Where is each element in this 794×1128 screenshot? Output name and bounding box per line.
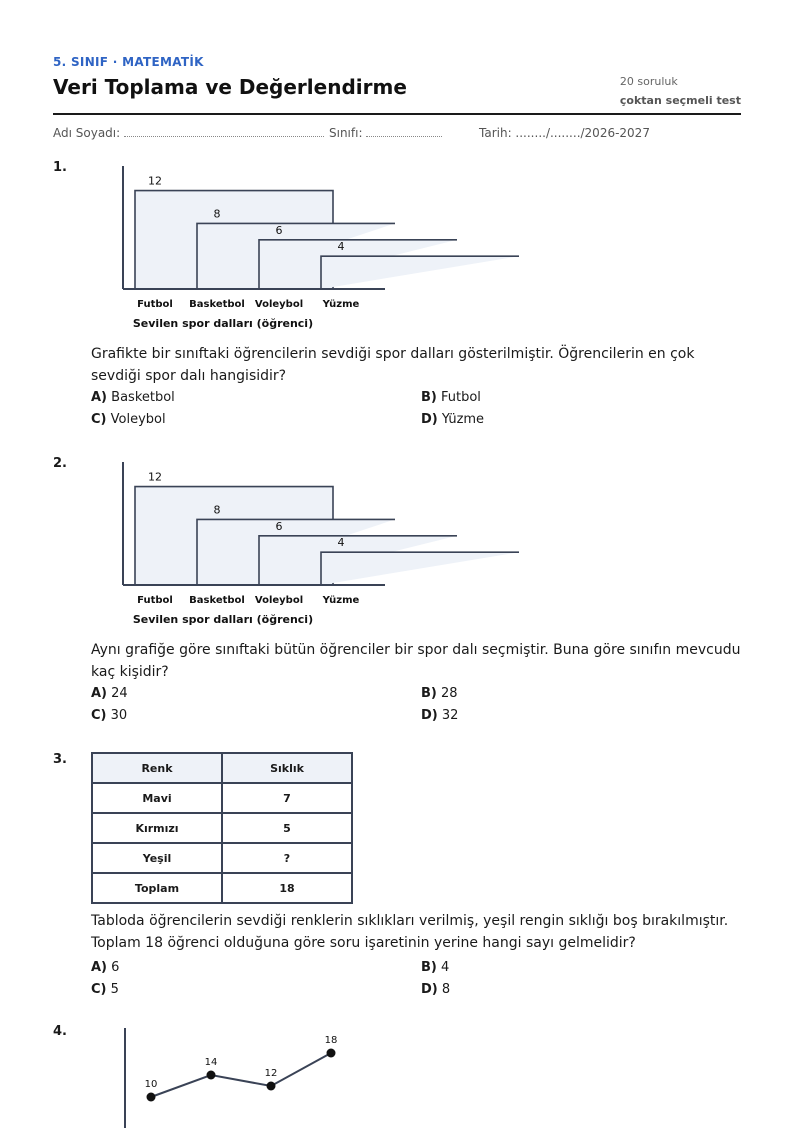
option-d[interactable]: D) Yüzme [421,412,485,427]
line-chart [123,1028,383,1128]
table-header-row [92,753,352,783]
data-label: 6 [275,519,283,533]
data-label: 18 [324,1035,338,1046]
question-number: 1. [53,160,67,175]
table-cell: Yeşil [92,843,222,873]
class-blank[interactable] [366,127,442,137]
x-axis-label: Sevilen spor dalları (öğrenci) [132,613,314,626]
question-count: 20 soruluk [619,75,678,88]
table-header-cell: Renk [92,753,222,783]
data-label: 6 [275,223,283,237]
table-cell: Kırmızı [92,813,222,843]
data-label: 8 [213,503,221,517]
tick-label: Basketbol [189,299,245,310]
name-blank[interactable] [124,127,324,137]
sports-bar-chart-1 [121,164,461,340]
tick-label: Yüzme [322,299,360,310]
table-cell: 5 [222,813,352,843]
data-label: 12 [148,470,162,484]
bar [321,552,519,585]
bar [321,256,519,289]
series-line [151,1053,331,1097]
worksheet-header [53,55,741,115]
table-cell: ? [222,843,352,873]
student-info-row [53,126,741,146]
option-a[interactable]: A) 6 [91,960,120,975]
option-a[interactable]: A) 24 [91,686,128,701]
data-label: 10 [144,1079,158,1090]
data-point [147,1093,156,1102]
table-cell: 7 [222,783,352,813]
question-number: 3. [53,752,67,767]
grade-label: 5. SINIF · MATEMATİK [53,55,204,69]
tick-label: Yüzme [322,595,360,606]
test-meta [620,72,741,110]
tick-label: Basketbol [189,595,245,606]
data-point [207,1071,216,1080]
tick-label: Voleybol [254,299,304,310]
test-type: çoktan seçmeli test [619,94,741,107]
option-d[interactable]: D) 32 [421,708,459,723]
x-axis-label: Sevilen spor dalları (öğrenci) [132,317,314,330]
table-header-cell: Sıklık [222,753,352,783]
table-row [92,783,352,813]
question-text: Grafikte bir sınıftaki öğrencilerin sevdiği spor dalları gösterilmiştir. Öğrencilerin en çok sevdiği spor dalı hangisidir? [91,346,695,384]
table-cell: 18 [222,873,352,903]
table-cell: Toplam [92,873,222,903]
option-d[interactable]: D) 8 [421,982,451,997]
data-label: 14 [204,1057,218,1068]
option-c[interactable]: C) 5 [91,982,119,997]
date-field[interactable]: Tarih: ......../......../2026-2027 [479,126,650,140]
data-point [327,1049,336,1058]
tick-label: Futbol [137,595,173,606]
table-row [92,843,352,873]
sports-bar-chart-2 [121,460,461,636]
frequency-table [91,752,353,904]
option-b[interactable]: B) 28 [421,686,458,701]
tick-label: Futbol [137,299,173,310]
table-cell: Mavi [92,783,222,813]
name-label: Adı Soyadı: [53,126,121,140]
option-b[interactable]: B) 4 [421,960,450,975]
worksheet-page [53,55,741,146]
table-row [92,873,352,903]
question-number: 2. [53,456,67,471]
option-a[interactable]: A) Basketbol [91,390,175,405]
question-text: Tabloda öğrencilerin sevdiği renklerin sıklıkları verilmiş, yeşil rengin sıklığı boş bırakılmıştır. Toplam 18 öğrenci olduğuna göre soru işaretinin yerine hangi sayı gelmelidir? [91,913,729,951]
option-c[interactable]: C) Voleybol [91,412,166,427]
tick-label: Voleybol [254,595,304,606]
data-label: 4 [337,240,345,254]
table-row [92,813,352,843]
name-field[interactable] [53,126,324,140]
worksheet-title: Veri Toplama ve Değerlendirme [53,75,407,99]
data-label: 4 [337,536,345,550]
question-text: Aynı grafiğe göre sınıftaki bütün öğrenciler bir spor dalı seçmiştir. Buna göre sınıfın mevcudu kaç kişidir? [91,642,741,680]
data-label: 12 [264,1068,278,1079]
data-point [267,1082,276,1091]
question-number: 4. [53,1024,67,1039]
data-label: 8 [213,207,221,221]
option-c[interactable]: C) 30 [91,708,128,723]
class-label: Sınıfı: [329,126,363,140]
option-b[interactable]: B) Futbol [421,390,481,405]
class-field[interactable] [329,126,442,140]
data-label: 12 [148,174,162,188]
